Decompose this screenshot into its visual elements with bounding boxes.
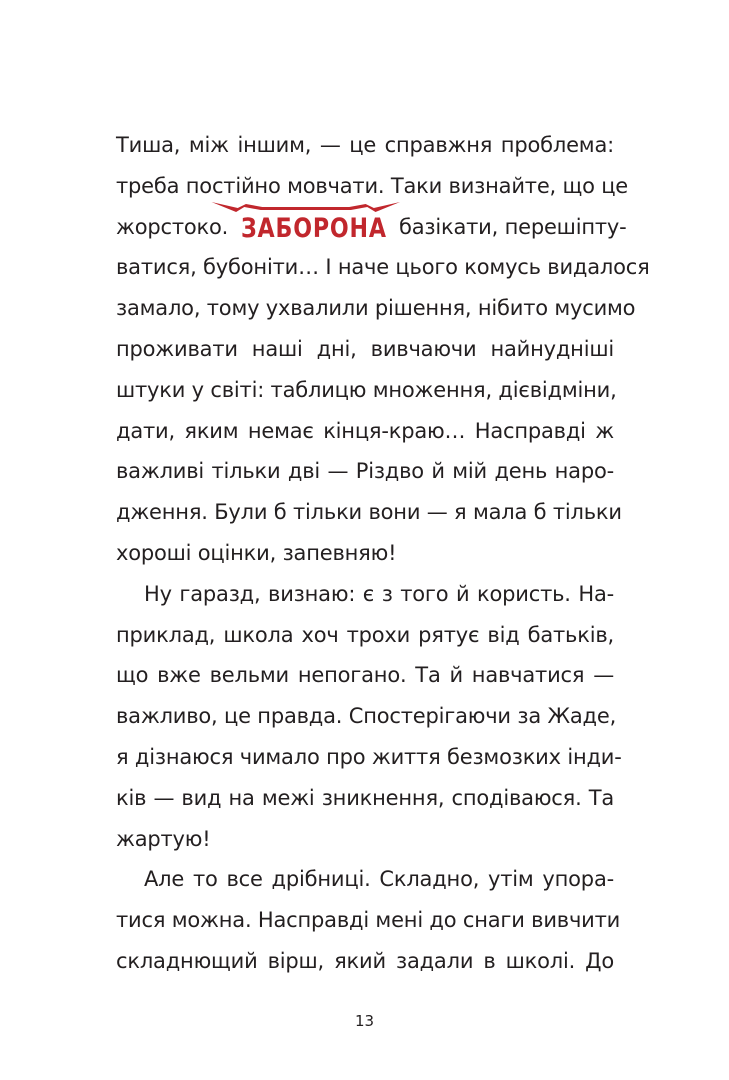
text-line: тися можна. Насправді мені до снаги вивчити	[116, 908, 621, 933]
text-line: дження. Були б тільки вони — я мала б тільки	[116, 500, 622, 525]
text-line: проживати наші дні, вивчаючи найнудніші	[116, 336, 614, 361]
text-line: Тиша, між іншим, — це справжня проблема:	[116, 133, 614, 157]
text-line: замало, тому ухвалили рішення, нібито мусимо	[116, 296, 636, 321]
text-line: важливо, це правда. Спостерігаючи за Жаде,	[116, 704, 617, 729]
text-fragment: базікати, перешіпту-	[398, 214, 627, 239]
text-line: Ну гаразд, визнаю: є з того й користь. На-	[144, 581, 614, 606]
body-text	[116, 128, 650, 985]
text-line: приклад, школа хоч трохи рятує від батьків,	[116, 622, 614, 647]
text-line: дати, яким немає кінця-краю… Насправді ж	[116, 418, 614, 443]
text-line: хороші оцінки, запевняю!	[116, 540, 397, 565]
text-line: Але то все дрібниці. Складно, утім упора-	[144, 867, 614, 892]
text-line	[116, 210, 627, 251]
text-line: складнющий вірш, який задали в школі. До	[116, 948, 614, 973]
text-line: важливі тільки дві — Різдво й мій день наро-	[116, 459, 614, 484]
text-line: що вже вельми непогано. Та й навчатися —	[116, 663, 614, 688]
red-swoosh-decoration	[211, 198, 400, 218]
text-fragment: жорстоко.	[116, 214, 229, 239]
page-number: 13	[354, 1012, 375, 1030]
ban-word-graphic: ЗАБОРОНА	[241, 212, 387, 246]
text-line: ків — вид на межі зникнення, сподіваюся. Та	[116, 785, 614, 810]
text-line: ватися, бубоніти… І наче цього комусь видалося	[116, 255, 650, 280]
text-line: треба постійно мовчати. Таки визнайте, що це	[116, 173, 629, 198]
text-line: штуки у світі: таблицю множення, дієвідміни,	[116, 377, 617, 402]
text-line: жартую!	[116, 826, 211, 851]
text-line: я дізнаюся чимало про життя безмозких інди-	[116, 744, 622, 769]
